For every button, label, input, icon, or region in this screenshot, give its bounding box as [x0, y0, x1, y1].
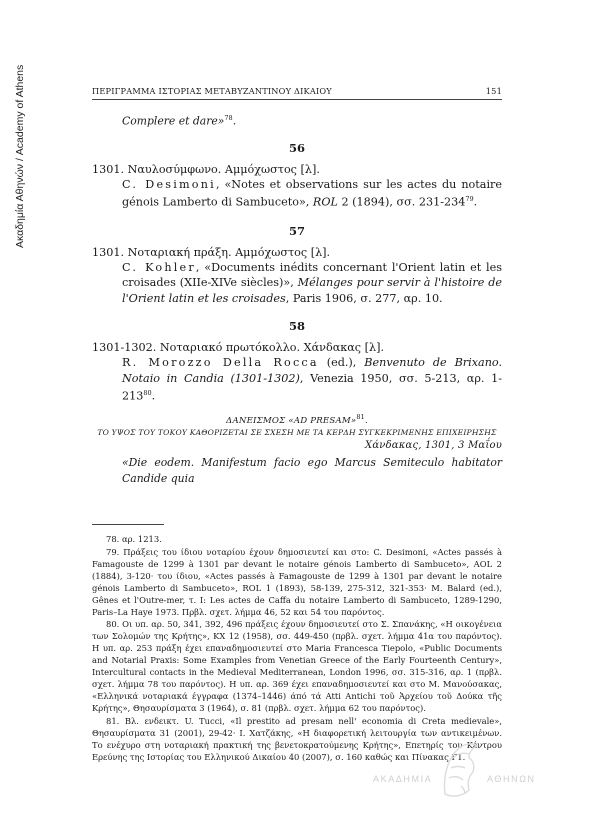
entry-number-58: 58	[288, 319, 305, 334]
entry-56-author: C. Desimoni	[122, 177, 216, 191]
entry-58-reference	[122, 355, 502, 405]
academy-watermark	[373, 738, 543, 808]
entry-56-end: .	[473, 195, 478, 209]
continuation-quote: Complere et dare»	[122, 114, 225, 128]
entry-56-title: , «Notes et observations sur les actes du notaire génois Lamberto di Sambuceto»,	[122, 177, 503, 209]
entry-57-reference	[122, 260, 502, 307]
footnote-81: 81. Βλ. ενδεικτ. U. Tucci, «Il prestito ad presam nell' economia di Creta medievale», Θησαυρίσματα 31 (2001), 29-42· Ι. Χατζάκης, «Η διαφορετική λειτουργία των αντικειμένων. Το ενέχυρο στη νοταριακή πρακτική της βενετοκρατούμενης Κρήτης», Επετηρίς του Κέντρου Ερεύνης της Ιστορίας του Ελληνικού Δικαίου 40 (2007), σ. 160 καθώς και Πίνακας Γ1.	[92, 715, 502, 762]
entry-57-book-title: Mélanges pour servir à l'histoire de l'Orient latin et les croisades	[122, 276, 502, 305]
entry-56-heading: 1301. Ναυλοσύμφωνο. Αμμόχωστος [λ].	[92, 162, 320, 176]
entry-58-ed: (ed.),	[318, 356, 365, 370]
entry-58-end: .	[151, 390, 156, 404]
footnotes	[92, 533, 502, 763]
page-number: 151	[485, 86, 502, 96]
document-quote: «Die eodem. Manifestum facio ego Marcus Semiteculo habitator Candide quia	[122, 456, 502, 485]
entry-number-56: 56	[288, 140, 305, 155]
running-head	[92, 86, 502, 100]
document-title-end: .	[365, 415, 368, 426]
entry-58-author: R. Morozzo Della Rocca	[122, 356, 319, 370]
watermark-right-text: ΑΘΗΝΩΝ	[487, 774, 536, 784]
document-title-text: ΔΑΝΕΙΣΜΟΣ «AD PRESAM»	[226, 415, 357, 426]
side-label	[14, 38, 26, 248]
entry-57-pages: , Paris 1906, σ. 277, αρ. 10.	[285, 291, 443, 305]
document-summary: ΤΟ ΥΨΟΣ ΤΟΥ ΤΟΚΟΥ ΚΑΘΟΡΙΖΕΤΑΙ ΣΕ ΣΧΕΣΗ ΜΕ ΤΑ ΚΕΡΔΗ ΣΥΓΚΕΚΡΙΜΕΝΗΣ ΕΠΙΧΕΙΡΗΣΗΣ	[97, 428, 497, 438]
footnote-separator	[92, 524, 164, 525]
entry-58-book-title: Benvenuto de Brixano. Notaio in Candia (1301-1302)	[122, 356, 502, 385]
entry-56-reference	[122, 177, 502, 211]
footnote-ref-81: 81	[356, 412, 366, 421]
footnote-ref-79: 79	[465, 195, 474, 204]
entry-57-title: , «Documents inédits concernant l'Orient latin et les croisades (XIIe-XIVe siècles)»,	[122, 260, 502, 290]
continuation-text	[122, 114, 502, 128]
entry-56-journal: ROL	[312, 195, 338, 209]
entry-56-pages: 2 (1894), σσ. 231-234	[337, 195, 466, 209]
book-page	[92, 86, 502, 763]
footnote-79: 79. Πράξεις του ίδιου νοταρίου έχουν δημοσιευτεί και στο: C. Desimoni, «Actes passés à Famagouste de 1299 à 1301 par devant le notaire génois Lamberto di Sambuceto», AOL 2 (1884), 3-120· του ίδιου, «Actes passés à Famagouste de 1299 à 1301 par devant le notaire génois Lamberto di Sambuceto», ROL 1 (1893), 58-139, 275-312, 321-353· M. Balard (ed.), Gênes et l'Outre-mer, τ. I: Les actes de Caffa du notaire Lamberto di Sambuceto, 1289-1290, Paris–La Haye 1973. Πρβλ. σχετ. λήμμα 46, 52 και 54 του παρόντος.	[92, 546, 502, 617]
running-head-title: ΠΕΡΙΓΡΑΜΜΑ ΙΣΤΟΡΙΑΣ ΜΕΤΑΒΥΖΑΝΤΙΝΟΥ ΔΙΚΑΙΟΥ	[92, 86, 332, 96]
entry-58-pages: , Venezia 1950, σσ. 5-213, αρ. 1-213	[122, 371, 502, 404]
entry-58-heading: 1301-1302. Νοταριακό πρωτόκολλο. Χάνδακας [λ].	[92, 341, 384, 355]
watermark-left-text: ΑΚΑΔΗΜΙΑ	[373, 774, 433, 784]
document-title	[92, 411, 502, 427]
athena-head-icon	[439, 738, 481, 800]
entry-number-57: 57	[288, 223, 305, 238]
entry-57-heading: 1301. Νοταριακή πράξη. Αμμόχωστος [λ].	[92, 245, 331, 259]
footnote-80: 80. Οι υπ. αρ. 50, 341, 392, 496 πράξεις έχουν δημοσιευτεί στο Σ. Σπανάκης, «Η οικογένεια των Σολομών της Κρήτης», ΚΧ 12 (1958), σσ. 449-450 (πρβλ. σχετ. λήμμα 41α του παρόντος). Η υπ. αρ. 253 πράξη έχει επαναδημοσιευτεί στο Maria Francesca Tiepolo, «Public Documents and Notarial Praxis: Some Examples from Venetian Greece of the Early Fourteenth Century», Intercultural contacts in the Medieval Mediterranean, London 1996, σσ. 315-316, αρ. 1 (πρβλ. σχετ. λήμμα 78 του παρόντος). Η υπ. αρ. 369 έχει επαναδημοσιευτεί και στο Μ. Μανούσακας, «Ελληνικά νοταριακά έγγραφα (1374–1446) άπό τά Atti Antichi τοῦ Ἀρχείου τοῦ Δούκα τῆς Κρήτης», Θησαυρίσματα 3 (1964), σ. 81 (πρβλ. σχετ. λήμμα 62 του παρόντος).	[92, 619, 502, 714]
entry-57-author: C. Kohler	[122, 260, 196, 274]
footnote-ref-80: 80	[143, 389, 152, 398]
continuation-end: .	[232, 114, 237, 128]
footnote-ref-78: 78	[224, 114, 233, 122]
footnote-78: 78. αρ. 1213.	[106, 534, 162, 545]
side-label-text: Ακαδημία Αθηνών / Academy of Athens	[14, 64, 26, 248]
document-date-place: Χάνδακας, 1301, 3 Μαΐου	[365, 439, 502, 451]
